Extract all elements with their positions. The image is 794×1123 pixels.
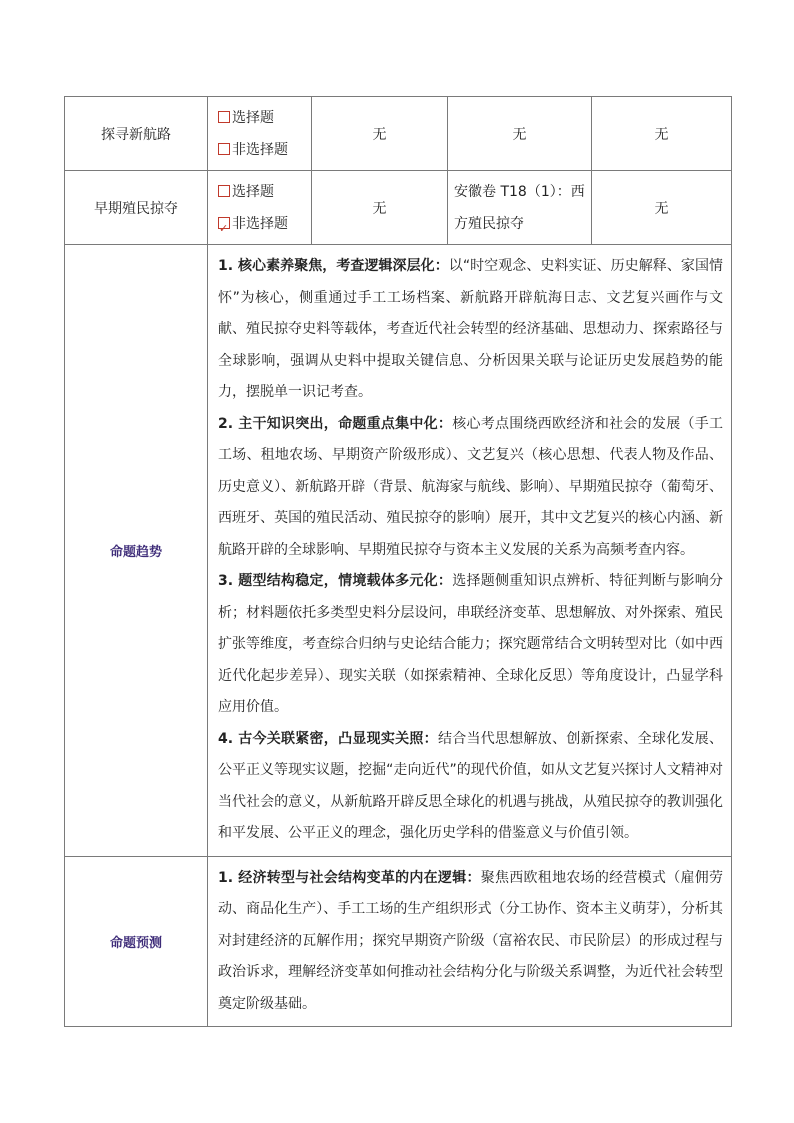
value-cell: 无: [312, 97, 448, 171]
trend-label: 命题趋势: [65, 245, 208, 857]
topic-cell: 探寻新航路: [65, 97, 208, 171]
forecast-item: 1. 经济转型与社会结构变革的内在逻辑：聚焦西欧租地农场的经营模式（雇佣劳动、商品化生产）、手工工场的生产组织形式（分工协作、资本主义萌芽），分析其对封建经济的瓦解作用；探究早期资产阶级（富裕农民、市民阶层）的形成过程与政治诉求，理解经济变革如何推动社会结构分化与阶级关系调整，为近代社会转型奠定阶级基础。: [218, 869, 723, 1012]
option-multiple-choice[interactable]: [218, 176, 311, 208]
question-type-cell: [208, 97, 312, 171]
option-label: 选择题: [232, 183, 274, 200]
value-cell: 无: [592, 171, 732, 245]
option-multiple-choice[interactable]: [218, 102, 311, 134]
checkbox-icon[interactable]: [218, 111, 230, 123]
checkbox-icon[interactable]: [218, 185, 230, 197]
trend-item: 3. 题型结构稳定，情境载体多元化：选择题侧重知识点辨析、特征判断与影响分析；材料题依托多类型史料分层设问，串联经济变革、思想解放、对外探索、殖民扩张等维度，考查综合归纳与史论结合能力；探究题常结合文明转型对比（如中西近代化起步差异）、现实关联（如探索精神、全球化反思）等角度设计，凸显学科应用价值。: [218, 573, 723, 715]
exam-analysis-table: [64, 96, 732, 1027]
table-row: [65, 97, 732, 171]
option-label: 非选择题: [232, 141, 288, 158]
value-cell: 无: [448, 97, 592, 171]
option-non-multiple-choice[interactable]: [218, 134, 311, 166]
forecast-label: 命题预测: [65, 856, 208, 1027]
topic-cell: 早期殖民掠夺: [65, 171, 208, 245]
checkbox-icon[interactable]: [218, 143, 230, 155]
value-cell: 安徽卷 T18（1）：西方殖民掠夺: [448, 171, 592, 245]
option-label: 选择题: [232, 109, 274, 126]
value-cell: 无: [312, 171, 448, 245]
trend-content: [208, 245, 732, 857]
option-label: 非选择题: [232, 215, 288, 232]
trend-item: 4. 古今关联紧密，凸显现实关照：结合当代思想解放、创新探索、全球化发展、公平正义等现实议题，挖掘“走向近代”的现代价值，如从文艺复兴探讨人文精神对当代社会的意义，从新航路开辟反思全球化的机遇与挑战，从殖民掠夺的教训强化和平发展、公平正义的理念，强化历史学科的借鉴意义与价值引领。: [218, 730, 724, 841]
table-row: [65, 171, 732, 245]
trend-item: 2. 主干知识突出，命题重点集中化：核心考点围绕西欧经济和社会的发展（手工工场、租地农场、早期资产阶级形成）、文艺复兴（核心思想、代表人物及作品、历史意义）、新航路开辟（背景、航海家与航线、影响）、早期殖民掠夺（葡萄牙、西班牙、英国的殖民活动、殖民掠夺的影响）展开，其中文艺复兴的核心内涵、新航路开辟的全球影响、早期殖民掠夺与资本主义发展的关系为高频考查内容。: [218, 415, 723, 558]
table-row: [65, 245, 732, 857]
question-type-cell: [208, 171, 312, 245]
trend-item: 1. 核心素养聚焦，考查逻辑深层化：以“时空观念、史料实证、历史解释、家国情怀”为核心，侧重通过手工工场档案、新航路开辟航海日志、文艺复兴画作与文献、殖民掠夺史料等载体，考查近代社会转型的经济基础、思想动力、探索路径与全球影响，强调从史料中提取关键信息、分析因果关联与论证历史发展趋势的能力，摆脱单一识记考查。: [218, 258, 723, 400]
table-row: [65, 856, 732, 1027]
checkbox-checked-icon[interactable]: [218, 217, 230, 229]
option-non-multiple-choice[interactable]: [218, 208, 311, 240]
forecast-content: [208, 856, 732, 1027]
value-cell: 无: [592, 97, 732, 171]
